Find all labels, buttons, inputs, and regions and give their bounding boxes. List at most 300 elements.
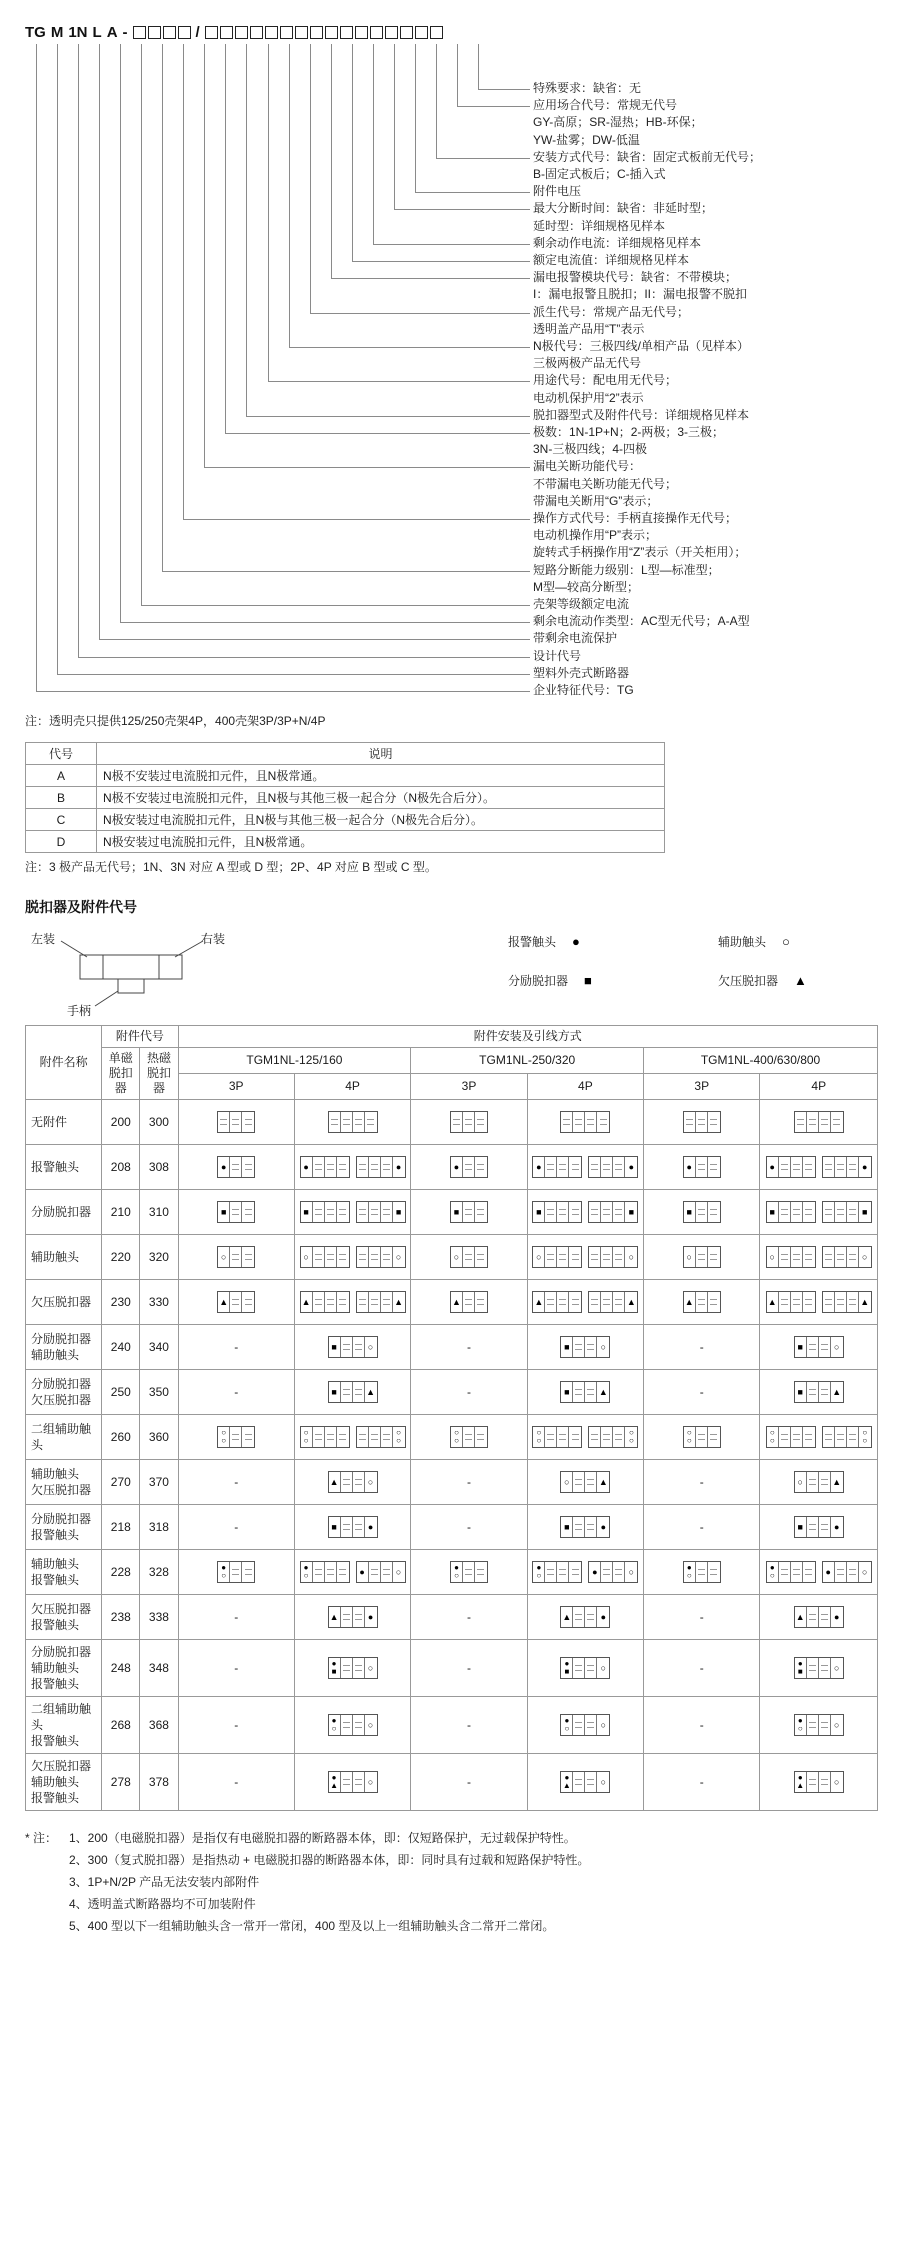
no-option-dash: - <box>234 1520 239 1534</box>
install-diagram-cell <box>294 1550 410 1595</box>
pole-cell <box>353 1658 365 1678</box>
code-box <box>415 26 428 39</box>
pole-cell <box>831 1382 843 1402</box>
footnote-marker <box>25 1893 69 1915</box>
accessory-name-cell <box>26 1100 102 1145</box>
callout-text: 安装方式代号：缺省：固定式板前无代号； <box>533 149 762 164</box>
callout-text: 延时型：详细规格见样本 <box>533 218 666 233</box>
breaker-diagram <box>450 1111 488 1133</box>
terminal-tick <box>575 1722 582 1728</box>
accessory-name-line: 欠压脱扣器 <box>31 1759 92 1773</box>
terminal-tick <box>547 1299 554 1305</box>
pole-cell <box>819 1772 831 1792</box>
pole-cell <box>393 1247 405 1267</box>
callout-text: 3N-三极四线；4-四极 <box>533 442 648 457</box>
breaker-diagram <box>300 1561 350 1583</box>
pole-cell <box>859 1562 871 1582</box>
install-diagram-cell <box>294 1697 410 1754</box>
accessory-symbol: ○ <box>600 1719 607 1730</box>
terminal-tick <box>805 1209 812 1215</box>
terminal-tick <box>587 1119 594 1125</box>
callout-label <box>533 562 720 596</box>
pole-count-header: 3P <box>411 1074 527 1100</box>
accessory-name-cell <box>26 1460 102 1505</box>
thermal-trip-code-cell: 350 <box>140 1370 178 1415</box>
pole-cell <box>475 1112 487 1132</box>
accessory-symbol: ○ <box>600 1776 607 1787</box>
pole-cell <box>819 1472 831 1492</box>
accessory-table <box>25 1025 878 1811</box>
accessory-symbol: ● <box>395 1161 402 1172</box>
pole-cell <box>463 1112 475 1132</box>
n-pole-code-cell: D <box>26 831 97 853</box>
accessory-symbol: ○ <box>303 1436 309 1445</box>
breaker-diagram <box>683 1156 721 1178</box>
n-pole-desc-cell: N极不安装过电流脱扣元件，且N极常通。 <box>97 765 665 787</box>
terminal-tick <box>343 1779 350 1785</box>
pole-cell <box>613 1202 625 1222</box>
callout-label <box>533 665 629 682</box>
terminal-tick <box>559 1434 566 1440</box>
accessory-name-line: 分励脱扣器 <box>31 1377 92 1391</box>
terminal-tick <box>575 1779 582 1785</box>
diagram-group <box>413 1147 524 1187</box>
terminal-tick <box>359 1164 366 1170</box>
diagram-group <box>530 1147 641 1187</box>
terminal-tick <box>339 1164 346 1170</box>
install-diagram-cell <box>411 1145 527 1190</box>
thermal-trip-code-cell: 378 <box>140 1754 178 1811</box>
pole-cell <box>463 1427 475 1447</box>
accessory-symbol: ○ <box>628 1428 634 1437</box>
terminal-tick <box>315 1569 322 1575</box>
terminal-tick <box>603 1569 610 1575</box>
single-trip-code-cell: 250 <box>102 1370 140 1415</box>
terminal-tick <box>477 1254 484 1260</box>
accessory-symbol: ● <box>797 1659 803 1668</box>
pole-cell <box>313 1427 325 1447</box>
footnote-text: 5、400 型以下一组辅助触头含一常开一常闭，400 型及以上一组辅助触头含二常开二常闭。 <box>69 1919 555 1933</box>
no-option-dash: - <box>234 1775 239 1789</box>
terminal-tick <box>232 1434 239 1440</box>
accessory-symbol: ▲ <box>767 1296 777 1307</box>
install-diagram-cell <box>644 1460 760 1505</box>
install-diagram-cell <box>178 1370 294 1415</box>
pole-cell <box>381 1247 393 1267</box>
pole-cell <box>835 1427 847 1447</box>
pole-cell <box>369 1202 381 1222</box>
pole-cell <box>353 1772 365 1792</box>
terminal-tick <box>698 1434 705 1440</box>
terminal-tick <box>805 1254 812 1260</box>
pole-cell <box>791 1292 803 1312</box>
accessory-symbol: ● <box>303 1563 309 1572</box>
single-trip-code-cell: 218 <box>102 1505 140 1550</box>
callout-text: 漏电报警模块代号：缺省：不带模块； <box>533 270 738 285</box>
breaker-diagram <box>450 1156 488 1178</box>
install-diagram-cell <box>178 1550 294 1595</box>
pole-cell <box>475 1427 487 1447</box>
accessory-name-line: 报警触头 <box>31 1160 80 1174</box>
pole-cell <box>341 1607 353 1627</box>
breaker-diagram <box>356 1561 406 1583</box>
breaker-diagram <box>532 1426 582 1448</box>
thermal-trip-code-cell: 370 <box>140 1460 178 1505</box>
pole-cell <box>533 1202 545 1222</box>
accessory-name-cell <box>26 1370 102 1415</box>
no-option-dash: - <box>466 1520 471 1534</box>
pole-cell <box>313 1157 325 1177</box>
terminal-tick <box>821 1779 828 1785</box>
breaker-diagram <box>328 1714 378 1736</box>
pole-cell <box>341 1772 353 1792</box>
diagram-group <box>530 1762 641 1802</box>
accessory-symbol: ○ <box>303 1428 309 1437</box>
pole-cell <box>613 1157 625 1177</box>
code-box <box>280 26 293 39</box>
breaker-diagram <box>766 1561 816 1583</box>
pole-cell <box>369 1292 381 1312</box>
accessory-name-cell <box>26 1415 102 1460</box>
pole-cell <box>791 1157 803 1177</box>
code-box <box>163 26 176 39</box>
footnote-marker <box>25 1849 69 1871</box>
callout-text: 塑料外壳式断路器 <box>533 665 630 680</box>
accessory-table-row <box>26 1325 878 1370</box>
thermal-trip-code-cell: 318 <box>140 1505 178 1550</box>
pole-cell <box>573 1715 585 1735</box>
callout-text: 透明盖产品用“T”表示 <box>533 321 645 336</box>
terminal-tick <box>793 1569 800 1575</box>
thermal-trip-code-cell: 340 <box>140 1325 178 1370</box>
callout-text: 短路分断能力级别：L型—标准型； <box>533 562 720 577</box>
terminal-tick <box>809 1344 816 1350</box>
accessory-name-cell <box>26 1145 102 1190</box>
terminal-tick <box>359 1254 366 1260</box>
footnote-row <box>25 1827 900 1849</box>
pole-cell <box>329 1382 341 1402</box>
pole-cell <box>819 1382 831 1402</box>
pole-cell <box>767 1427 779 1447</box>
pole-cell <box>357 1157 369 1177</box>
diagram-group <box>297 1102 408 1142</box>
pole-cell <box>779 1247 791 1267</box>
pole-cell <box>463 1202 475 1222</box>
pole-cell <box>325 1247 337 1267</box>
terminal-tick <box>232 1209 239 1215</box>
pole-cell <box>329 1472 341 1492</box>
code-box <box>355 26 368 39</box>
terminal-tick <box>805 1569 812 1575</box>
callout-text: 三极两极产品无代号 <box>533 356 642 371</box>
accessory-name-line: 报警触头 <box>31 1618 80 1632</box>
pole-cell <box>573 1607 585 1627</box>
accessory-symbol: ○ <box>367 1776 374 1787</box>
terminal-tick <box>809 1614 816 1620</box>
accessory-symbol: ○ <box>454 1571 459 1580</box>
accessory-name-cell <box>26 1697 102 1754</box>
install-diagram-cell <box>178 1415 294 1460</box>
pole-cell <box>819 1517 831 1537</box>
breaker-diagram <box>300 1246 350 1268</box>
pole-cell <box>341 1472 353 1492</box>
pole-cell <box>573 1472 585 1492</box>
legend-label: 报警触头 <box>508 935 557 949</box>
no-option-dash: - <box>699 1661 704 1675</box>
accessory-symbol: ● <box>797 1716 803 1725</box>
pole-cell <box>451 1202 463 1222</box>
pole-cell <box>625 1292 637 1312</box>
accessory-symbol: ● <box>359 1566 365 1577</box>
terminal-tick <box>698 1119 705 1125</box>
terminal-tick <box>343 1344 350 1350</box>
n-pole-table-body <box>26 765 665 853</box>
n-pole-table-row <box>26 831 665 853</box>
breaker-diagram <box>328 1657 378 1679</box>
install-diagram-cell <box>527 1505 643 1550</box>
accessory-name-header: 附件名称 <box>26 1026 102 1100</box>
pole-cell <box>557 1562 569 1582</box>
pole-cell <box>807 1112 819 1132</box>
pole-cell <box>597 1658 609 1678</box>
pole-cell <box>218 1202 230 1222</box>
terminal-tick <box>359 1209 366 1215</box>
breaker-diagram <box>450 1561 488 1583</box>
callout-text: 附件电压 <box>533 184 582 199</box>
accessory-name-line: 欠压脱扣器 <box>31 1295 92 1309</box>
breaker-diagram <box>794 1516 844 1538</box>
legend-label: 欠压脱扣器 <box>718 974 779 988</box>
terminal-tick <box>587 1614 594 1620</box>
accessory-legend <box>508 925 878 989</box>
pole-cell <box>545 1202 557 1222</box>
terminal-tick <box>849 1299 856 1305</box>
breaker-diagram <box>560 1606 610 1628</box>
diagram-group <box>297 1147 408 1187</box>
accessory-symbol: ○ <box>686 1571 692 1580</box>
pole-cell <box>301 1427 313 1447</box>
terminal-tick <box>809 1479 816 1485</box>
footnote-text: 3、1P+N/2P 产品无法安装内部附件 <box>69 1875 260 1889</box>
pole-cell <box>353 1112 365 1132</box>
terminal-tick <box>587 1344 594 1350</box>
accessory-name-cell <box>26 1754 102 1811</box>
pole-cell <box>779 1292 791 1312</box>
pole-cell <box>561 1517 573 1537</box>
pole-cell <box>329 1112 341 1132</box>
breaker-diagram <box>532 1201 582 1223</box>
terminal-tick <box>809 1524 816 1530</box>
pole-cell <box>357 1202 369 1222</box>
terminal-tick <box>331 1119 338 1125</box>
pole-cell <box>353 1517 365 1537</box>
pole-cell <box>230 1202 242 1222</box>
single-trip-code-cell: 238 <box>102 1595 140 1640</box>
pole-cell <box>569 1427 581 1447</box>
n-pole-table-row <box>26 765 665 787</box>
terminal-tick <box>343 1119 350 1125</box>
terminal-tick <box>327 1434 334 1440</box>
pole-cell <box>795 1517 807 1537</box>
accessory-symbol: ○ <box>628 1251 635 1262</box>
callout-label <box>533 630 617 647</box>
diagram-group <box>646 1417 757 1457</box>
pole-cell <box>463 1562 475 1582</box>
n-pole-table-row <box>26 809 665 831</box>
terminal-tick <box>355 1524 362 1530</box>
install-diagram-cell <box>411 1100 527 1145</box>
callout-text: 电动机操作用“P”表示； <box>533 528 657 543</box>
single-trip-code-cell: 210 <box>102 1190 140 1235</box>
pole-cell <box>369 1247 381 1267</box>
pole-count-header: 4P <box>760 1074 878 1100</box>
pole-cell <box>585 1607 597 1627</box>
pole-cell <box>767 1562 779 1582</box>
code-separator: / <box>195 24 200 41</box>
accessory-symbol: ▲ <box>394 1296 404 1307</box>
pole-cell <box>313 1562 325 1582</box>
mount-left-label: 左装 <box>31 932 56 946</box>
accessory-symbol: ○ <box>367 1719 374 1730</box>
n-pole-table-row <box>26 787 665 809</box>
code-box <box>325 26 338 39</box>
accessory-symbol: ● <box>331 1716 337 1725</box>
callout-label <box>533 338 749 372</box>
terminal-tick <box>781 1569 788 1575</box>
diagram-group <box>646 1552 757 1592</box>
install-diagram-cell <box>644 1595 760 1640</box>
terminal-tick <box>547 1164 554 1170</box>
pole-cell <box>230 1292 242 1312</box>
callout-text: 设计代号 <box>533 648 582 663</box>
install-diagram-cell <box>527 1550 643 1595</box>
terminal-tick <box>465 1164 472 1170</box>
pole-cell <box>613 1247 625 1267</box>
pole-cell <box>597 1337 609 1357</box>
breaker-diagram <box>356 1201 406 1223</box>
terminal-tick <box>327 1299 334 1305</box>
pole-cell <box>795 1607 807 1627</box>
terminal-tick <box>821 1614 828 1620</box>
pole-cell <box>859 1292 871 1312</box>
breaker-diagram <box>560 1657 610 1679</box>
terminal-tick <box>615 1254 622 1260</box>
single-trip-code-cell: 278 <box>102 1754 140 1811</box>
terminal-tick <box>615 1164 622 1170</box>
terminal-tick <box>559 1209 566 1215</box>
accessory-symbol: ○ <box>367 1476 374 1487</box>
pole-cell <box>230 1427 242 1447</box>
diagram-group <box>297 1237 408 1277</box>
code-box <box>295 26 308 39</box>
terminal-tick <box>327 1569 334 1575</box>
callout-text: 最大分断时间：缺省：非延时型； <box>533 201 714 216</box>
accessory-table-row <box>26 1370 878 1415</box>
code-box <box>265 26 278 39</box>
accessory-symbol: ■ <box>769 1206 775 1217</box>
terminal-tick <box>805 1299 812 1305</box>
pole-cell <box>545 1562 557 1582</box>
accessory-name-line: 分励脱扣器 <box>31 1205 92 1219</box>
callout-label <box>533 407 749 424</box>
terminal-tick <box>477 1164 484 1170</box>
accessory-symbol: ○ <box>686 1436 692 1445</box>
pole-cell <box>561 1382 573 1402</box>
accessory-symbol: ○ <box>834 1341 840 1352</box>
terminal-tick <box>559 1299 566 1305</box>
terminal-tick <box>837 1569 844 1575</box>
breaker-diagram <box>822 1561 872 1583</box>
install-diagram-cell <box>644 1325 760 1370</box>
pole-cell <box>325 1427 337 1447</box>
breaker-diagram <box>588 1561 638 1583</box>
model-code-part: TG <box>25 24 46 41</box>
install-diagram-cell <box>527 1190 643 1235</box>
breaker-diagram <box>822 1426 872 1448</box>
terminal-tick <box>559 1254 566 1260</box>
accessory-symbol: ■ <box>797 1341 803 1352</box>
accessory-name-line: 报警触头 <box>31 1677 80 1691</box>
pole-cell <box>696 1112 708 1132</box>
breaker-diagram <box>794 1111 844 1133</box>
accessory-name-cell <box>26 1505 102 1550</box>
accessory-code-header: 附件代号 <box>102 1026 178 1048</box>
terminal-tick <box>343 1389 350 1395</box>
terminal-tick <box>603 1434 610 1440</box>
thermal-trip-code-cell: 320 <box>140 1235 178 1280</box>
diagram-group <box>530 1552 641 1592</box>
pole-cell <box>218 1427 230 1447</box>
model-code-part: M <box>50 24 64 41</box>
pole-cell <box>353 1715 365 1735</box>
terminal-tick <box>327 1164 334 1170</box>
terminal-tick <box>793 1164 800 1170</box>
pole-cell <box>684 1562 696 1582</box>
accessory-symbol: ▲ <box>330 1781 339 1790</box>
terminal-tick <box>245 1164 252 1170</box>
terminal-tick <box>547 1209 554 1215</box>
no-option-dash: - <box>466 1475 471 1489</box>
diagram-group <box>530 1648 641 1688</box>
pole-cell <box>357 1247 369 1267</box>
pole-cell <box>242 1247 254 1267</box>
pole-cell <box>696 1157 708 1177</box>
pole-cell <box>341 1112 353 1132</box>
install-diagram-cell <box>294 1325 410 1370</box>
diagram-group <box>181 1282 292 1322</box>
pole-cell <box>791 1427 803 1447</box>
accessory-symbol: ○ <box>862 1428 868 1437</box>
callout-label <box>533 458 677 510</box>
pole-cell <box>475 1562 487 1582</box>
single-trip-code-cell: 220 <box>102 1235 140 1280</box>
terminal-tick <box>793 1299 800 1305</box>
terminal-tick <box>805 1164 812 1170</box>
pole-cell <box>684 1427 696 1447</box>
callout-text: 电动机保护用“2”表示 <box>533 390 644 405</box>
terminal-tick <box>245 1299 252 1305</box>
install-diagram-cell <box>294 1415 410 1460</box>
pole-cell <box>341 1658 353 1678</box>
terminal-tick <box>710 1434 717 1440</box>
terminal-tick <box>315 1209 322 1215</box>
terminal-tick <box>615 1569 622 1575</box>
callout-label <box>533 269 747 303</box>
pole-cell <box>613 1562 625 1582</box>
accessory-symbol: ■ <box>453 1206 460 1217</box>
pole-cell <box>353 1607 365 1627</box>
pole-cell <box>831 1715 843 1735</box>
